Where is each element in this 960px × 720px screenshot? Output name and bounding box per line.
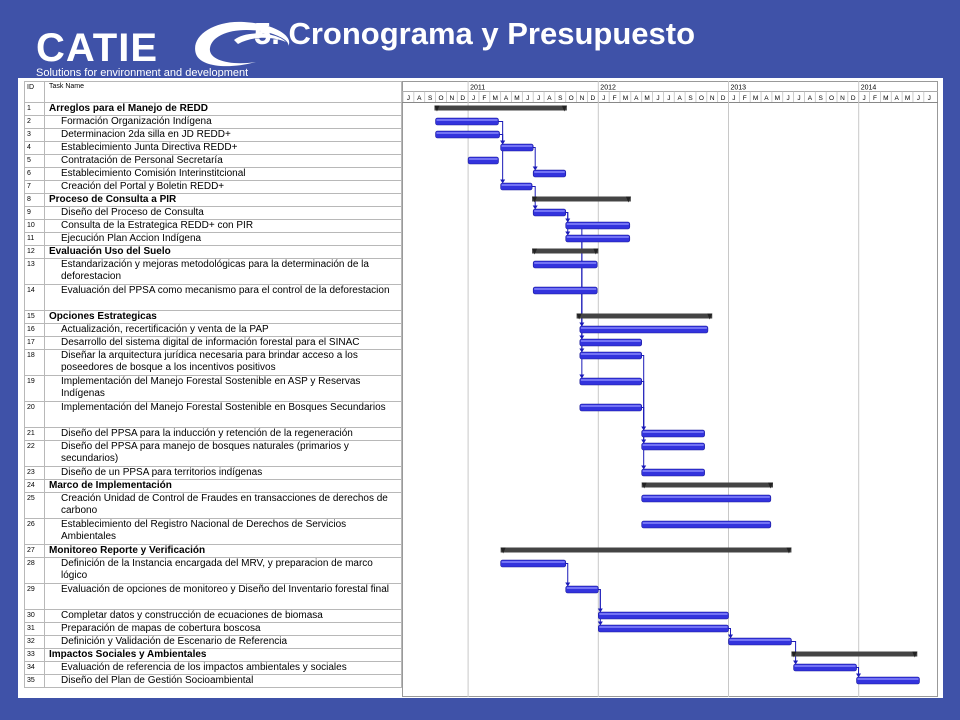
task-name: Diseño del PPSA para manejo de bosques naturales (primarios y secundarios) (45, 441, 402, 467)
summary-bar (434, 106, 566, 111)
task-bar-highlight (730, 639, 791, 641)
summary-bar (501, 548, 792, 553)
task-name: Ejecución Plan Accion Indígena (45, 233, 402, 246)
task-name: Preparación de mapas de cobertura boscosa (45, 623, 402, 636)
task-name: Proceso de Consulta a PIR (45, 194, 402, 207)
summary-bar (577, 314, 713, 319)
month-label: N (840, 95, 845, 102)
task-id: 24 (25, 480, 45, 493)
task-bar-highlight (581, 405, 641, 407)
task-name: Actualización, recertificación y venta de la PAP (45, 324, 402, 337)
task-name: Arreglos para el Manejo de REDD (45, 103, 402, 116)
task-id: 33 (25, 649, 45, 662)
table-row (25, 519, 402, 545)
month-label: N (709, 95, 715, 102)
task-id: 16 (25, 324, 45, 337)
gantt-panel (18, 78, 943, 698)
year-label: 2014 (860, 84, 877, 92)
month-label: J (797, 95, 801, 102)
task-bar-highlight (534, 262, 596, 264)
task-bar-highlight (567, 236, 629, 238)
task-id: 35 (25, 675, 45, 688)
month-label: D (460, 95, 466, 102)
task-id: 34 (25, 662, 45, 675)
task-id: 15 (25, 311, 45, 324)
task-name: Opciones Estrategicas (45, 311, 402, 324)
month-label: J (927, 95, 931, 102)
table-row (25, 337, 402, 350)
task-bar-highlight (795, 665, 856, 667)
task-bar-highlight (534, 288, 596, 290)
task-name: Contratación de Personal Secretaría (45, 155, 402, 168)
table-row (25, 662, 402, 675)
task-bar-highlight (581, 327, 707, 329)
task-id: 8 (25, 194, 45, 207)
task-id: 19 (25, 376, 45, 402)
table-row (25, 649, 402, 662)
task-name: Evaluación Uso del Suelo (45, 246, 402, 259)
table-row (25, 207, 402, 220)
task-name-column-header: Task Name (45, 82, 402, 103)
task-bar-highlight (581, 340, 641, 342)
task-name: Monitoreo Reporte y Verificación (45, 545, 402, 558)
task-table (24, 81, 402, 688)
month-label: M (644, 95, 650, 102)
table-row (25, 545, 402, 558)
task-id: 3 (25, 129, 45, 142)
task-name: Consulta de la Estrategica REDD+ con PIR (45, 220, 402, 233)
task-name: Creación Unidad de Control de Fraudes en transacciones de derechos de carbono (45, 493, 402, 519)
month-label: O (698, 95, 704, 102)
task-name: Evaluación del PPSA como mecanismo para el control de la deforestacion (45, 285, 402, 311)
task-bar-highlight (643, 496, 770, 498)
task-id: 7 (25, 181, 45, 194)
summary-bar (532, 249, 598, 254)
month-label: J (602, 95, 606, 102)
task-bar-highlight (502, 145, 533, 147)
month-label: S (558, 95, 563, 102)
task-id: 20 (25, 402, 45, 428)
task-bar-highlight (599, 613, 727, 615)
month-label: O (829, 95, 835, 102)
task-id: 21 (25, 428, 45, 441)
month-label: O (438, 95, 444, 102)
task-name: Implementación del Manejo Forestal Sostenible en ASP y Reservas Indígenas (45, 376, 402, 402)
table-row (25, 675, 402, 688)
chart-frame (403, 82, 938, 697)
task-name: Establecimiento Comisión Interinstitcional (45, 168, 402, 181)
month-label: N (579, 95, 585, 102)
table-row (25, 623, 402, 636)
task-name: Creación del Portal y Boletin REDD+ (45, 181, 402, 194)
table-row (25, 584, 402, 610)
table-row (25, 168, 402, 181)
task-name: Definición y Validación de Escenario de Referencia (45, 636, 402, 649)
task-id: 30 (25, 610, 45, 623)
task-id: 18 (25, 350, 45, 376)
task-name: Establecimiento Junta Directiva REDD+ (45, 142, 402, 155)
month-label: A (503, 95, 509, 102)
task-name: Diseño de un PPSA para territorios indígenas (45, 467, 402, 480)
year-label: 2013 (730, 84, 747, 92)
task-id: 5 (25, 155, 45, 168)
month-label: J (526, 95, 530, 102)
month-label: J (732, 95, 736, 102)
logo-text: CATIE (36, 26, 159, 70)
task-id: 23 (25, 467, 45, 480)
table-row (25, 558, 402, 584)
task-id: 13 (25, 259, 45, 285)
month-label: F (612, 95, 617, 102)
month-label: F (482, 95, 487, 102)
table-row (25, 129, 402, 142)
task-id: 14 (25, 285, 45, 311)
task-bar-highlight (581, 379, 641, 381)
task-name: Marco de Implementación (45, 480, 402, 493)
task-bar-highlight (534, 171, 565, 173)
table-row (25, 194, 402, 207)
year-label: 2011 (470, 84, 486, 92)
task-id: 25 (25, 493, 45, 519)
task-bar-highlight (643, 522, 770, 524)
task-name: Implementación del Manejo Forestal Sostenible en Bosques Secundarios (45, 402, 402, 428)
task-bar-highlight (643, 470, 704, 472)
month-label: M (774, 95, 781, 102)
task-name: Evaluación de referencia de los impactos ambientales y sociales (45, 662, 402, 675)
task-name: Diseñar la arquitectura jurídica necesaria para brindar acceso a los poseedores de bosque a los incentivos positivos (45, 350, 402, 376)
summary-bar (791, 652, 917, 657)
task-id: 11 (25, 233, 45, 246)
task-bar-highlight (437, 132, 499, 134)
task-bar-highlight (567, 587, 598, 589)
month-label: S (427, 95, 433, 102)
task-name: Estandarización y mejoras metodológicas para la determinación de la deforestacion (45, 259, 402, 285)
month-label: J (786, 95, 790, 102)
task-name: Impactos Sociales y Ambientales (45, 649, 402, 662)
task-bar-highlight (502, 561, 565, 563)
table-row (25, 142, 402, 155)
month-label: D (850, 95, 856, 102)
task-name: Diseño del PPSA para la inducción y retención de la regeneración (45, 428, 402, 441)
table-row (25, 220, 402, 233)
month-label: M (752, 95, 759, 102)
month-label: J (471, 95, 476, 102)
task-id: 1 (25, 103, 45, 116)
month-label: A (807, 95, 813, 102)
slide-title: 5. Cronograma y Presupuesto (254, 16, 696, 51)
month-label: M (622, 95, 629, 102)
task-id: 12 (25, 246, 45, 259)
table-row (25, 233, 402, 246)
month-label: J (667, 95, 671, 102)
task-id: 28 (25, 558, 45, 584)
table-row (25, 441, 402, 467)
task-name: Completar datos y construcción de ecuaciones de biomasa (45, 610, 402, 623)
task-id: 2 (25, 116, 45, 129)
table-row (25, 350, 402, 376)
task-name: Definición de la Instancia encargada del MRV, y preparacion de marco lógico (45, 558, 402, 584)
task-bar-highlight (469, 158, 497, 160)
month-label: A (417, 95, 422, 102)
month-label: O (568, 95, 574, 102)
table-row (25, 376, 402, 402)
table-row (25, 155, 402, 168)
task-id: 10 (25, 220, 45, 233)
table-row (25, 116, 402, 129)
task-name: Determinacion 2da silla en JD REDD+ (45, 129, 402, 142)
logo-tagline: Solutions for environment and development (36, 68, 249, 77)
task-bar-highlight (858, 678, 919, 680)
task-table-header (25, 82, 402, 103)
id-column-header: ID (25, 82, 45, 103)
table-row (25, 610, 402, 623)
month-label: D (720, 95, 726, 102)
month-label: J (537, 95, 541, 102)
task-bar-highlight (643, 431, 704, 433)
task-bar-highlight (502, 184, 531, 186)
table-row (25, 402, 402, 428)
task-id: 31 (25, 623, 45, 636)
month-label: F (742, 95, 747, 102)
table-row (25, 285, 402, 311)
month-label: J (862, 95, 866, 102)
month-label: S (818, 95, 823, 102)
month-label: A (634, 95, 639, 102)
task-id: 29 (25, 584, 45, 610)
task-name: Formación Organización Indígena (45, 116, 402, 129)
month-label: S (688, 95, 693, 102)
task-id: 26 (25, 519, 45, 545)
task-id: 32 (25, 636, 45, 649)
month-label: J (656, 95, 660, 102)
task-id: 6 (25, 168, 45, 181)
task-name: Desarrollo del sistema digital de información forestal para el SINAC (45, 337, 402, 350)
summary-bar (642, 483, 773, 488)
month-label: D (590, 95, 596, 102)
task-name: Diseño del Proceso de Consulta (45, 207, 402, 220)
month-label: A (677, 95, 682, 102)
month-label: F (872, 95, 877, 102)
slide-header (0, 0, 960, 78)
task-id: 22 (25, 441, 45, 467)
month-label: M (492, 95, 498, 102)
month-label: M (904, 95, 911, 102)
task-id: 9 (25, 207, 45, 220)
month-label: A (764, 95, 769, 102)
table-row (25, 311, 402, 324)
table-row (25, 636, 402, 649)
month-label: J (916, 95, 920, 102)
table-row (25, 103, 402, 116)
table-row (25, 181, 402, 194)
task-bar-highlight (534, 210, 565, 212)
task-bar-highlight (643, 444, 704, 446)
table-row (25, 480, 402, 493)
summary-bar (532, 197, 631, 202)
month-label: N (449, 95, 455, 102)
table-row (25, 428, 402, 441)
task-bar-highlight (437, 119, 498, 121)
task-name: Diseño del Plan de Gestión Socioambiental (45, 675, 402, 688)
month-label: M (514, 95, 520, 102)
task-id: 17 (25, 337, 45, 350)
table-row (25, 246, 402, 259)
table-row (25, 493, 402, 519)
table-row (25, 259, 402, 285)
month-label: A (894, 95, 899, 102)
task-name: Evaluación de opciones de monitoreo y Diseño del Inventario forestal final (45, 584, 402, 610)
task-bar-highlight (581, 353, 641, 355)
month-label: M (883, 95, 889, 102)
task-bar-highlight (599, 626, 727, 628)
gantt-chart (402, 81, 938, 697)
task-id: 27 (25, 545, 45, 558)
table-row (25, 467, 402, 480)
task-name: Establecimiento del Registro Nacional de Derechos de Servicios Ambientales (45, 519, 402, 545)
task-bar-highlight (567, 223, 629, 225)
year-label: 2012 (600, 84, 616, 92)
month-label: A (547, 95, 552, 102)
table-row (25, 324, 402, 337)
month-label: J (406, 95, 411, 102)
task-id: 4 (25, 142, 45, 155)
